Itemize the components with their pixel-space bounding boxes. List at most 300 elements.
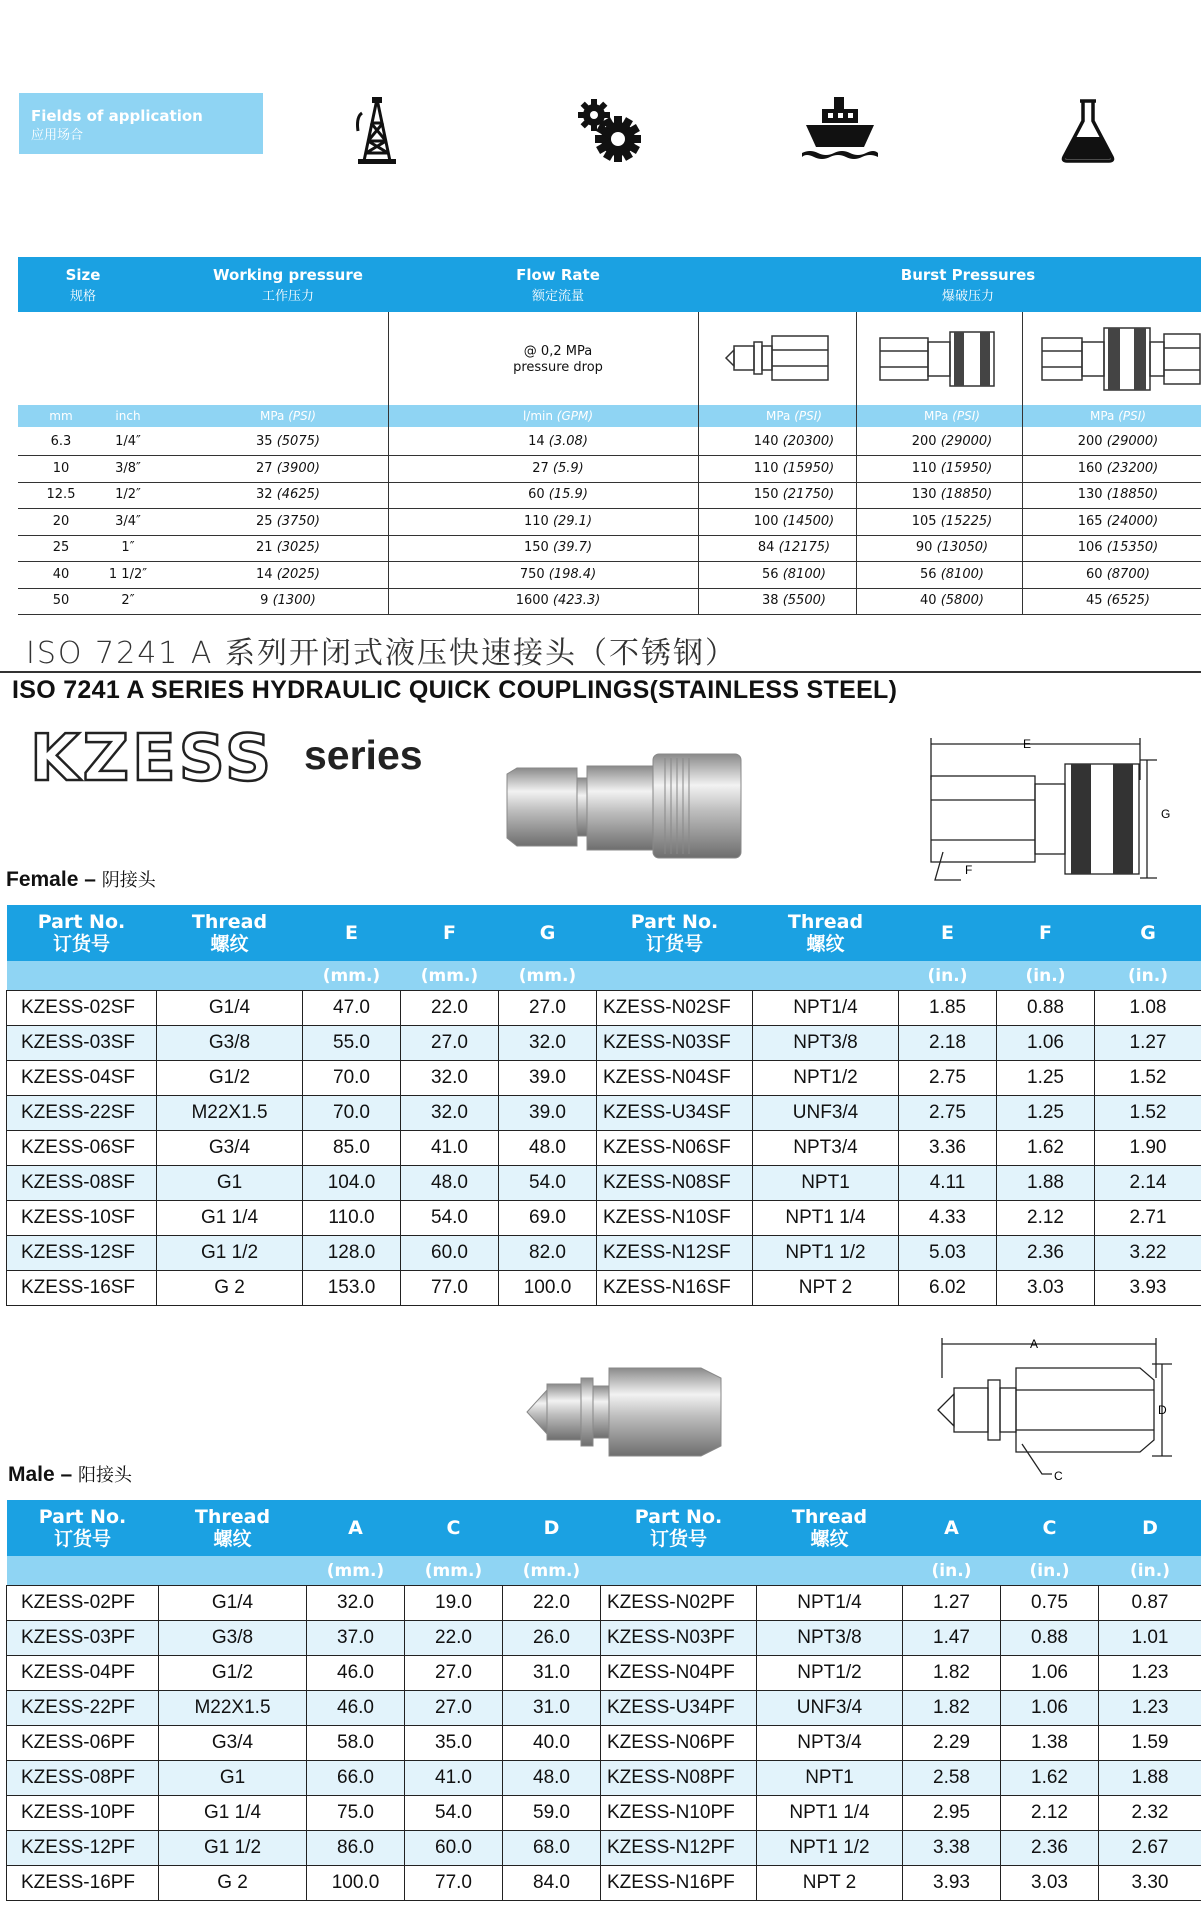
female-col-header: G — [499, 905, 597, 961]
male-cell: M22X1.5 — [159, 1691, 307, 1726]
male-cell: KZESS-02PF — [7, 1586, 159, 1621]
male-section-label — [8, 1461, 132, 1487]
title-rule — [0, 671, 1201, 673]
spec-cell-flow: 750 (198.4) — [519, 566, 597, 582]
male-cell: KZESS-03PF — [7, 1621, 159, 1656]
fields-title-zh: 应用场合 — [31, 128, 84, 143]
female-cell: 1.52 — [1095, 1061, 1201, 1096]
male-cell: 31.0 — [503, 1656, 601, 1691]
working-pressure-header: Working pressure 工作压力 — [213, 266, 363, 304]
male-cell: 77.0 — [405, 1866, 503, 1901]
female-cell: G 2 — [157, 1271, 303, 1306]
spec-cell-mm: 12.5 — [46, 487, 76, 502]
female-cell: KZESS-12SF — [7, 1236, 157, 1271]
female-cell: 55.0 — [303, 1026, 401, 1061]
table-row — [7, 1691, 1201, 1726]
female-cell: 3.93 — [1095, 1271, 1201, 1306]
female-cell: G1 1/2 — [157, 1236, 303, 1271]
female-label-zh: 阴接头 — [101, 870, 156, 891]
male-col-header: C — [405, 1500, 503, 1556]
spec-cell-wp: 21 (3025) — [256, 540, 320, 555]
table-row — [7, 1866, 1201, 1901]
female-unit-cell: (in.) — [997, 961, 1095, 991]
spec-cell-b1: 140 (20300) — [753, 434, 835, 449]
female-cell: 32.0 — [401, 1096, 499, 1131]
male-cell: 37.0 — [307, 1621, 405, 1656]
size-header: Size 规格 — [65, 266, 101, 304]
male-cell: 2.67 — [1099, 1831, 1201, 1866]
female-cell: 5.03 — [899, 1236, 997, 1271]
female-cell: 3.36 — [899, 1131, 997, 1166]
burst-pressures-header: Burst Pressures 爆破压力 — [900, 266, 1036, 304]
male-cell: KZESS-U34PF — [601, 1691, 757, 1726]
oil-derrick-icon — [352, 95, 402, 165]
male-cell: 26.0 — [503, 1621, 601, 1656]
spec-cell-flow: 110 (29.1) — [523, 513, 593, 529]
male-cell: 3.38 — [903, 1831, 1001, 1866]
male-col-header: D — [1099, 1500, 1201, 1556]
male-cell: G3/4 — [159, 1726, 307, 1761]
male-cell: 68.0 — [503, 1831, 601, 1866]
female-cell: KZESS-N12SF — [597, 1236, 753, 1271]
male-cell: KZESS-22PF — [7, 1691, 159, 1726]
spec-cell-inch: 1 1/2″ — [108, 566, 148, 582]
spec-cell-b3: 45 (6525) — [1086, 593, 1150, 608]
male-unit-cell: (in.) — [1099, 1556, 1201, 1586]
spec-cell-mm: 20 — [52, 513, 70, 529]
female-cell: 70.0 — [303, 1061, 401, 1096]
female-part-table — [6, 905, 1201, 1306]
male-part-table — [6, 1500, 1201, 1901]
female-cell: 1.25 — [997, 1096, 1095, 1131]
male-cell: G1/2 — [159, 1656, 307, 1691]
male-cell: 46.0 — [307, 1691, 405, 1726]
male-cell: KZESS-04PF — [7, 1656, 159, 1691]
male-unit-cell: (in.) — [903, 1556, 1001, 1586]
dim-d-label: D — [1158, 1403, 1167, 1417]
female-unit-cell — [157, 961, 303, 991]
female-cell: 1.27 — [1095, 1026, 1201, 1061]
male-cell: 60.0 — [405, 1831, 503, 1866]
female-unit-cell — [597, 961, 753, 991]
table-row — [7, 1026, 1201, 1061]
female-cell: 1.08 — [1095, 991, 1201, 1026]
male-cell: 2.95 — [903, 1796, 1001, 1831]
table-row — [7, 1656, 1201, 1691]
unit-inch: inch — [115, 409, 141, 423]
male-cell: 0.87 — [1099, 1586, 1201, 1621]
female-cell: KZESS-06SF — [7, 1131, 157, 1166]
male-cell: 1.06 — [1001, 1656, 1099, 1691]
table-row — [7, 1761, 1201, 1796]
male-cell: NPT 2 — [757, 1866, 903, 1901]
female-unit-cell — [753, 961, 899, 991]
female-cell: NPT1/4 — [753, 991, 899, 1026]
female-cell: KZESS-10SF — [7, 1201, 157, 1236]
male-unit-cell — [7, 1556, 159, 1586]
table-row — [7, 1061, 1201, 1096]
male-cell: 27.0 — [405, 1656, 503, 1691]
series-title-cn: ISO 7241 A 系列开闭式液压快速接头（不锈钢） — [26, 636, 737, 671]
male-unit-cell: (mm.) — [307, 1556, 405, 1586]
table-row — [7, 1166, 1201, 1201]
male-cell: KZESS-N03PF — [601, 1621, 757, 1656]
male-cell: 54.0 — [405, 1796, 503, 1831]
spec-cell-flow: 27 (5.9) — [532, 460, 584, 476]
male-cell: 40.0 — [503, 1726, 601, 1761]
spec-row — [18, 562, 1201, 589]
unit-burst-3: MPa (PSI) — [1090, 409, 1146, 423]
male-cell: KZESS-N04PF — [601, 1656, 757, 1691]
female-cell: 69.0 — [499, 1201, 597, 1236]
spec-cell-inch: 3/8″ — [115, 460, 141, 476]
spec-cell-b3: 165 (24000) — [1077, 513, 1159, 529]
male-plug-photo — [525, 1352, 725, 1462]
female-cell: 153.0 — [303, 1271, 401, 1306]
spec-cell-b2: 200 (29000) — [911, 434, 993, 449]
spec-cell-b1: 100 (14500) — [753, 513, 835, 529]
table-row — [7, 1271, 1201, 1306]
female-cell: 3.22 — [1095, 1236, 1201, 1271]
female-col-header: E — [303, 905, 401, 961]
male-cell: 3.30 — [1099, 1866, 1201, 1901]
spec-cell-b1: 38 (5500) — [762, 593, 826, 608]
spec-table-images-row — [18, 312, 1201, 405]
unit-flow-rate: l/min (GPM) — [522, 409, 594, 423]
male-cell: G 2 — [159, 1866, 307, 1901]
female-cell: 41.0 — [401, 1131, 499, 1166]
male-cell: KZESS-12PF — [7, 1831, 159, 1866]
female-cell: KZESS-02SF — [7, 991, 157, 1026]
female-cell: 2.71 — [1095, 1201, 1201, 1236]
female-coupling-photo — [505, 748, 745, 864]
female-cell: KZESS-N04SF — [597, 1061, 753, 1096]
fields-of-application-badge — [19, 93, 263, 154]
male-cell: G1/4 — [159, 1586, 307, 1621]
series-title-en: ISO 7241 A SERIES HYDRAULIC QUICK COUPLINGS(STAINLESS STEEL) — [12, 676, 898, 704]
female-cell: 1.25 — [997, 1061, 1095, 1096]
spec-cell-b3: 160 (23200) — [1077, 460, 1159, 476]
female-cell: 2.75 — [899, 1096, 997, 1131]
male-cell: KZESS-16PF — [7, 1866, 159, 1901]
male-cell: KZESS-N10PF — [601, 1796, 757, 1831]
male-cell: 2.36 — [1001, 1831, 1099, 1866]
male-cell: 31.0 — [503, 1691, 601, 1726]
unit-burst-1: MPa (PSI) — [766, 409, 822, 423]
male-cell: KZESS-10PF — [7, 1796, 159, 1831]
female-cell: KZESS-N16SF — [597, 1271, 753, 1306]
female-unit-cell: (mm.) — [499, 961, 597, 991]
male-unit-cell — [601, 1556, 757, 1586]
male-cell: 35.0 — [405, 1726, 503, 1761]
spec-cell-mm: 10 — [52, 460, 70, 476]
male-cell: G1 — [159, 1761, 307, 1796]
series-name: KZESS — [30, 722, 275, 796]
spec-cell-mm: 40 — [52, 566, 70, 582]
female-cell: 2.75 — [899, 1061, 997, 1096]
male-cell: 22.0 — [405, 1621, 503, 1656]
male-cell: KZESS-N06PF — [601, 1726, 757, 1761]
female-cell: 1.90 — [1095, 1131, 1201, 1166]
spec-row — [18, 588, 1201, 615]
spec-cell-b1: 56 (8100) — [762, 566, 826, 582]
female-cell: G3/8 — [157, 1026, 303, 1061]
spec-cell-b3: 200 (29000) — [1077, 434, 1159, 449]
series-word: series — [304, 732, 423, 778]
female-col-header: Part No. 订货号 — [597, 905, 753, 961]
male-dimension-drawing — [930, 1334, 1180, 1486]
female-cell: NPT1/2 — [753, 1061, 899, 1096]
spec-cell-mm: 6.3 — [50, 434, 72, 449]
coupled-set-drawing — [1038, 322, 1201, 394]
female-cell: 22.0 — [401, 991, 499, 1026]
table-row — [7, 1726, 1201, 1761]
spec-row — [18, 509, 1201, 536]
ship-icon — [800, 95, 880, 165]
male-cell: 75.0 — [307, 1796, 405, 1831]
spec-divider-4 — [1022, 312, 1023, 615]
spec-cell-b2: 130 (18850) — [911, 487, 993, 502]
male-cell: 41.0 — [405, 1761, 503, 1796]
spec-cell-b2: 110 (15950) — [911, 460, 993, 476]
male-cell: 46.0 — [307, 1656, 405, 1691]
male-cell: 2.29 — [903, 1726, 1001, 1761]
unit-mm: mm — [49, 409, 73, 423]
female-label-en: Female – — [6, 868, 96, 891]
dim-g-label: G — [1161, 807, 1171, 821]
male-unit-cell: (in.) — [1001, 1556, 1099, 1586]
female-cell: 2.12 — [997, 1201, 1095, 1236]
male-col-header: Part No. 订货号 — [601, 1500, 757, 1556]
spec-cell-flow: 1600 (423.3) — [515, 593, 601, 608]
dim-a-label: A — [1029, 1337, 1039, 1351]
spec-cell-flow: 60 (15.9) — [528, 487, 588, 502]
female-cell: 1.62 — [997, 1131, 1095, 1166]
female-cell: 70.0 — [303, 1096, 401, 1131]
male-cell: 48.0 — [503, 1761, 601, 1796]
table-row — [7, 1796, 1201, 1831]
male-cell: 1.88 — [1099, 1761, 1201, 1796]
female-cell: 32.0 — [401, 1061, 499, 1096]
spec-cell-b1: 110 (15950) — [753, 460, 835, 476]
male-col-header: A — [903, 1500, 1001, 1556]
male-col-header: Thread 螺纹 — [159, 1500, 307, 1556]
male-cell: 58.0 — [307, 1726, 405, 1761]
lab-flask-icon — [1058, 95, 1118, 165]
male-cell: 66.0 — [307, 1761, 405, 1796]
male-unit-cell: (mm.) — [503, 1556, 601, 1586]
female-col-header: F — [997, 905, 1095, 961]
male-cell: 1.82 — [903, 1691, 1001, 1726]
female-col-header: G — [1095, 905, 1201, 961]
female-cell: KZESS-22SF — [7, 1096, 157, 1131]
spec-cell-b3: 130 (18850) — [1077, 487, 1159, 502]
female-cell: 39.0 — [499, 1061, 597, 1096]
male-cell: NPT1 1/4 — [757, 1796, 903, 1831]
female-col-header: Part No. 订货号 — [7, 905, 157, 961]
male-cell: 1.01 — [1099, 1621, 1201, 1656]
female-unit-cell — [7, 961, 157, 991]
female-cell: KZESS-N10SF — [597, 1201, 753, 1236]
male-cell: 1.47 — [903, 1621, 1001, 1656]
female-cell: 128.0 — [303, 1236, 401, 1271]
male-cell: NPT1/2 — [757, 1656, 903, 1691]
female-cell: 27.0 — [499, 991, 597, 1026]
flow-rate-header: Flow Rate 额定流量 — [516, 266, 600, 304]
male-unit-cell — [757, 1556, 903, 1586]
spec-cell-inch: 3/4″ — [115, 513, 141, 529]
unit-burst-2: MPa (PSI) — [924, 409, 980, 423]
female-cell: G1 1/4 — [157, 1201, 303, 1236]
male-col-header: Part No. 订货号 — [7, 1500, 159, 1556]
male-plug-drawing — [720, 328, 840, 388]
spec-row — [18, 535, 1201, 562]
table-row — [7, 1586, 1201, 1621]
male-label-en: Male – — [8, 1463, 73, 1486]
female-cell: 54.0 — [401, 1201, 499, 1236]
female-cell: 48.0 — [401, 1166, 499, 1201]
spec-cell-wp: 14 (2025) — [256, 566, 320, 582]
spec-cell-b1: 84 (12175) — [757, 540, 831, 555]
male-cell: NPT1/4 — [757, 1586, 903, 1621]
female-cell: 48.0 — [499, 1131, 597, 1166]
female-cell: KZESS-08SF — [7, 1166, 157, 1201]
male-col-header: C — [1001, 1500, 1099, 1556]
spec-cell-wp: 27 (3900) — [256, 460, 320, 476]
female-cell: 77.0 — [401, 1271, 499, 1306]
female-cell: NPT 2 — [753, 1271, 899, 1306]
female-cell: NPT1 1/2 — [753, 1236, 899, 1271]
female-cell: 104.0 — [303, 1166, 401, 1201]
male-cell: 2.32 — [1099, 1796, 1201, 1831]
female-cell: 54.0 — [499, 1166, 597, 1201]
spec-cell-b1: 150 (21750) — [753, 487, 835, 502]
male-cell: 19.0 — [405, 1586, 503, 1621]
female-coupler-drawing — [876, 326, 1006, 392]
female-cell: 47.0 — [303, 991, 401, 1026]
spec-cell-flow: 14 (3.08) — [528, 434, 588, 449]
male-cell: 84.0 — [503, 1866, 601, 1901]
spec-cell-b2: 90 (13050) — [915, 540, 989, 555]
male-cell: G1 1/4 — [159, 1796, 307, 1831]
spec-cell-b2: 105 (15225) — [911, 513, 993, 529]
male-cell: KZESS-N02PF — [601, 1586, 757, 1621]
female-cell: 39.0 — [499, 1096, 597, 1131]
male-cell: 1.38 — [1001, 1726, 1099, 1761]
flow-rate-note — [388, 344, 728, 376]
female-cell: 100.0 — [499, 1271, 597, 1306]
female-cell: KZESS-U34SF — [597, 1096, 753, 1131]
male-cell: G3/8 — [159, 1621, 307, 1656]
female-cell: 32.0 — [499, 1026, 597, 1061]
male-cell: KZESS-N16PF — [601, 1866, 757, 1901]
dim-c-label: C — [1054, 1469, 1063, 1483]
fields-title-en: Fields of application — [31, 107, 203, 125]
male-unit-cell: (mm.) — [405, 1556, 503, 1586]
male-cell: KZESS-08PF — [7, 1761, 159, 1796]
gears-icon — [574, 95, 644, 165]
female-cell: 6.02 — [899, 1271, 997, 1306]
dim-f-label: F — [965, 863, 973, 877]
male-cell: 1.23 — [1099, 1656, 1201, 1691]
female-cell: KZESS-04SF — [7, 1061, 157, 1096]
female-cell: 1.06 — [997, 1026, 1095, 1061]
male-cell: 0.75 — [1001, 1586, 1099, 1621]
female-col-header: E — [899, 905, 997, 961]
female-dimension-drawing — [925, 730, 1175, 890]
spec-cell-mm: 25 — [52, 540, 70, 555]
male-cell: 59.0 — [503, 1796, 601, 1831]
female-col-header: F — [401, 905, 499, 961]
male-cell: 22.0 — [503, 1586, 601, 1621]
female-cell: 1.85 — [899, 991, 997, 1026]
spec-row — [18, 429, 1201, 456]
female-cell: G1/2 — [157, 1061, 303, 1096]
female-cell: KZESS-03SF — [7, 1026, 157, 1061]
male-label-zh: 阳接头 — [78, 1465, 133, 1486]
male-cell: NPT3/8 — [757, 1621, 903, 1656]
male-cell: 1.27 — [903, 1586, 1001, 1621]
male-cell: 2.12 — [1001, 1796, 1099, 1831]
female-cell: KZESS-N02SF — [597, 991, 753, 1026]
table-row — [7, 1201, 1201, 1236]
female-cell: 85.0 — [303, 1131, 401, 1166]
female-cell: 2.14 — [1095, 1166, 1201, 1201]
female-cell: 4.33 — [899, 1201, 997, 1236]
spec-cell-b2: 40 (5800) — [920, 593, 984, 608]
male-cell: UNF3/4 — [757, 1691, 903, 1726]
male-cell: KZESS-06PF — [7, 1726, 159, 1761]
spec-table-header — [18, 257, 1201, 312]
male-cell: 2.58 — [903, 1761, 1001, 1796]
female-cell: 3.03 — [997, 1271, 1095, 1306]
spec-cell-wp: 35 (5075) — [256, 434, 320, 449]
male-cell: NPT3/4 — [757, 1726, 903, 1761]
female-cell: G1/4 — [157, 991, 303, 1026]
female-unit-cell: (in.) — [899, 961, 997, 991]
spec-cell-b2: 56 (8100) — [920, 566, 984, 582]
female-col-header: Thread 螺纹 — [753, 905, 899, 961]
spec-cell-wp: 25 (3750) — [256, 513, 320, 529]
female-cell: KZESS-N06SF — [597, 1131, 753, 1166]
male-unit-cell — [159, 1556, 307, 1586]
male-cell: 0.88 — [1001, 1621, 1099, 1656]
dim-e-label: E — [1022, 737, 1032, 751]
spec-cell-wp: 9 (1300) — [260, 593, 316, 608]
spec-units-row — [18, 405, 1201, 427]
female-cell: KZESS-N08SF — [597, 1166, 753, 1201]
spec-cell-inch: 2″ — [121, 593, 135, 608]
female-cell: G3/4 — [157, 1131, 303, 1166]
female-cell: 0.88 — [997, 991, 1095, 1026]
spec-cell-mm: 50 — [52, 593, 70, 608]
female-cell: 2.36 — [997, 1236, 1095, 1271]
female-unit-cell: (mm.) — [401, 961, 499, 991]
female-col-header: Thread 螺纹 — [157, 905, 303, 961]
male-cell: NPT1 1/2 — [757, 1831, 903, 1866]
male-cell: 1.62 — [1001, 1761, 1099, 1796]
spec-row — [18, 456, 1201, 483]
table-row — [7, 1621, 1201, 1656]
female-cell: 1.52 — [1095, 1096, 1201, 1131]
table-row — [7, 1831, 1201, 1866]
spec-divider-2 — [698, 312, 699, 615]
female-cell: KZESS-16SF — [7, 1271, 157, 1306]
male-col-header: D — [503, 1500, 601, 1556]
female-cell: NPT3/8 — [753, 1026, 899, 1061]
male-cell: 3.03 — [1001, 1866, 1099, 1901]
spec-row — [18, 482, 1201, 509]
